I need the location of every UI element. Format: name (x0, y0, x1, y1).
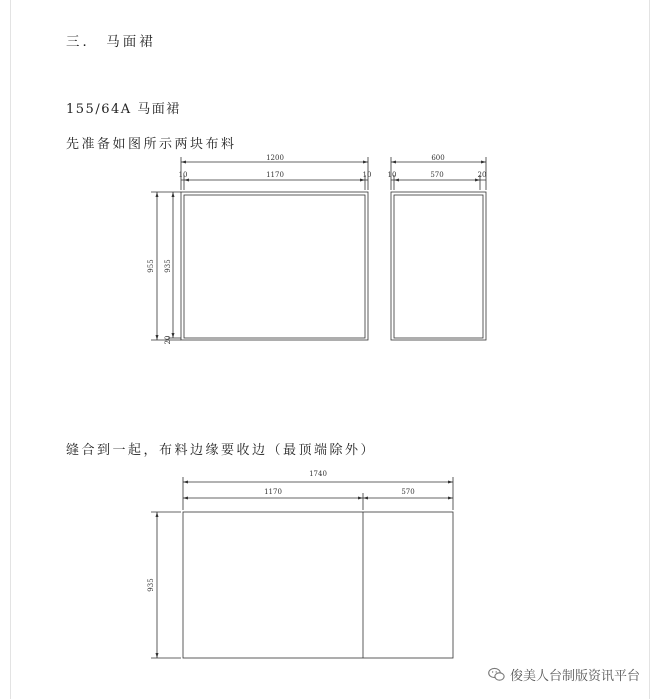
dim-a-total-width: 1200 (266, 154, 284, 162)
dim-a-total-height: 955 (147, 259, 155, 273)
dim-a-right-margin: 10 (362, 171, 372, 179)
dim-a-left-margin: 10 (178, 171, 188, 179)
dim-joined-height: 935 (147, 578, 155, 592)
dim-joined-total-width: 1740 (309, 470, 327, 478)
fabric-piece-a-inner (184, 195, 365, 338)
watermark-text: 俊美人台制版资讯平台 (509, 669, 640, 684)
join-instruction: 缝合到一起，布料边缘要收边（最顶端除外） (66, 443, 377, 458)
fabric-piece-b-outer (391, 192, 486, 340)
dim-a-inner-height: 935 (164, 259, 172, 273)
dim-joined-right-width: 570 (401, 488, 415, 496)
dim-a-bottom-margin: 20 (164, 335, 172, 345)
wechat-icon (488, 667, 505, 682)
section-title: 三． 马面裙 (66, 34, 156, 50)
dim-a-inner-width: 1170 (266, 171, 284, 179)
dim-joined-left-width: 1170 (264, 488, 282, 496)
watermark (488, 665, 640, 684)
fabric-piece-a-outer (181, 192, 368, 340)
dim-b-left-margin: 10 (387, 171, 397, 179)
dim-b-inner-width: 570 (430, 171, 444, 179)
dim-b-total-width: 600 (431, 154, 445, 162)
dim-b-right-margin: 20 (477, 171, 487, 179)
fabric-instruction: 先准备如图所示两块布料 (66, 137, 237, 152)
fabric-piece-b-inner (394, 195, 483, 338)
size-title: 155/64A 马面裙 (66, 102, 181, 117)
joined-panel (183, 512, 453, 658)
